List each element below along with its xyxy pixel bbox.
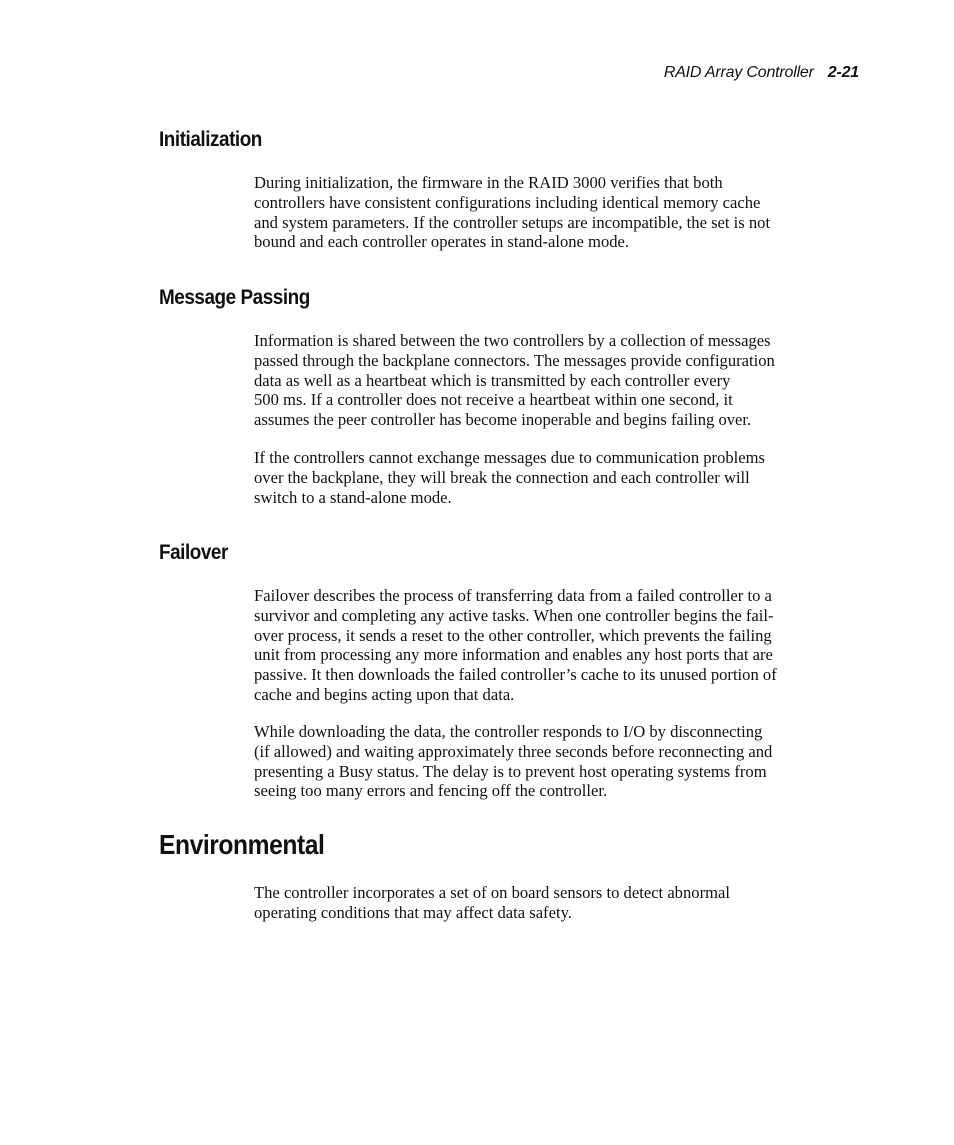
paragraph-message-passing-1 bbox=[254, 331, 824, 430]
text-line: During initialization, the firmware in the RAID 3000 verifies that both bbox=[254, 173, 723, 192]
text-line: presenting a Busy status. The delay is to prevent host operating systems from bbox=[254, 761, 767, 781]
paragraph-environmental bbox=[254, 883, 824, 923]
text-line: over the backplane, they will break the connection and each controller will bbox=[254, 467, 750, 487]
text-line: passed through the backplane connectors. The messages provide configuration bbox=[254, 350, 775, 370]
text-line: controllers have consistent configurations including identical memory cache bbox=[254, 192, 761, 212]
paragraph-message-passing-2 bbox=[254, 448, 824, 507]
text-line: cache and begins acting upon that data. bbox=[254, 684, 515, 704]
running-header bbox=[664, 64, 859, 82]
text-line: unit from processing any more information and enables any host ports that are bbox=[254, 645, 773, 665]
section-heading-message-passing: Message Passing bbox=[159, 286, 310, 309]
text-line: Failover describes the process of transferring data from a failed controller to a bbox=[254, 586, 772, 605]
text-line: seeing too many errors and fencing off the controller. bbox=[254, 781, 608, 801]
text-line: (if allowed) and waiting approximately three seconds before reconnecting and bbox=[254, 741, 773, 761]
text-line: operating conditions that may affect data safety. bbox=[254, 902, 572, 922]
text-line: bound and each controller operates in stand-alone mode. bbox=[254, 232, 630, 252]
text-line: passive. It then downloads the failed controller’s cache to its unused portion of bbox=[254, 665, 777, 685]
text-line: over process, it sends a reset to the other controller, which prevents the failing bbox=[254, 625, 772, 645]
text-line: switch to a stand-alone mode. bbox=[254, 487, 452, 507]
page-number: 2-21 bbox=[827, 64, 859, 81]
text-line: Information is shared between the two controllers by a collection of messages bbox=[254, 331, 771, 350]
section-heading-initialization: Initialization bbox=[159, 128, 262, 151]
chapter-title: RAID Array Controller bbox=[663, 64, 814, 81]
section-heading-environmental: Environmental bbox=[159, 829, 325, 860]
text-line: The controller incorporates a set of on board sensors to detect abnormal bbox=[254, 883, 730, 902]
text-line: survivor and completing any active tasks. When one controller begins the fail- bbox=[254, 605, 774, 625]
text-line: If the controllers cannot exchange messages due to communication problems bbox=[254, 448, 766, 467]
paragraph-failover-2 bbox=[254, 722, 824, 801]
paragraph-initialization bbox=[254, 173, 824, 252]
text-line: assumes the peer controller has become inoperable and begins failing over. bbox=[254, 410, 752, 430]
section-heading-failover: Failover bbox=[159, 541, 228, 564]
text-line: data as well as a heartbeat which is transmitted by each controller every bbox=[254, 370, 731, 390]
text-line: While downloading the data, the controller responds to I/O by disconnecting bbox=[254, 722, 763, 741]
text-line: 500 ms. If a controller does not receive a heartbeat within one second, it bbox=[254, 390, 733, 410]
paragraph-failover-1 bbox=[254, 586, 824, 705]
text-line: and system parameters. If the controller setups are incompatible, the set is not bbox=[254, 212, 771, 232]
